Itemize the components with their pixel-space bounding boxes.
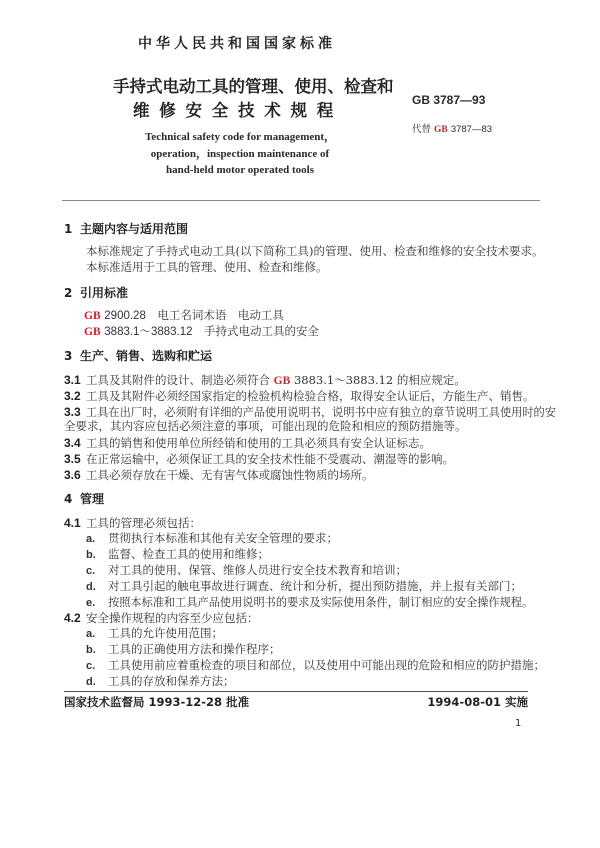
clause-3-5: 3.5 在正常运输中，必须保证工具的安全技术性能不受震动、潮湿等的影响。 — [64, 452, 454, 466]
section-2-heading: 2 引用标准 — [64, 286, 129, 300]
list-item: b. 监督、检查工具的使用和维修； — [86, 547, 269, 561]
title-line1: 手持式电动工具的管理、使用、检查和 — [113, 77, 394, 96]
english-title-3: hand-held motor operated tools — [166, 164, 314, 176]
list-item: e. 按照本标准和工具产品使用说明书的要求及实际使用条件，制订相应的安全操作规程。 — [86, 596, 534, 609]
english-title-2: operation，inspection maintenance of — [150, 148, 330, 160]
approval-note: 国家技术监督局 1993-12-28 批准 — [64, 695, 250, 709]
clause-3-2: 3.2 工具及其附件必须经国家指定的检验机构检验合格，取得安全认证后，方能生产、销售。 — [64, 389, 535, 403]
replaces-label: 代替 — [412, 124, 432, 135]
clause-4-2: 4.2 安全操作规程的内容至少应包括： — [64, 611, 259, 625]
list-item: d. 工具的存放和保养方法； — [86, 674, 235, 688]
replaces-code: 3787—83 — [450, 124, 493, 135]
list-item: d. 对工具引起的触电事故进行调查、统计和分析，提出预防措施，并上报有关部门； — [86, 579, 522, 593]
section-1-p2: 本标准适用于工具的管理、使用、检查和维修。 — [86, 260, 328, 274]
page-number: 1 — [515, 718, 522, 729]
section-3-heading: 3 生产、销售、选购和贮运 — [64, 349, 213, 363]
list-item: c. 对工具的使用、保管、维修人员进行安全技术教育和培训； — [86, 563, 407, 577]
clause-3-3-cont: 全要求，其内容应包括必须注意的事项，可能出现的危险和相应的预防措施等。 — [64, 419, 467, 433]
list-item: a. 工具的允许使用范围； — [86, 626, 223, 640]
list-item: a. 贯彻执行本标准和其他有关安全管理的要求； — [86, 531, 338, 545]
reference-item: GB 2900.28 电工名词术语 电动工具 — [84, 308, 284, 322]
section-1-heading: 1 主题内容与适用范围 — [64, 222, 189, 236]
standard-type: 中华人民共和国国家标准 — [138, 36, 336, 52]
section-1-p1: 本标准规定了手持式电动工具(以下简称工具)的管理、使用、检查和维修的安全技术要求。 — [86, 244, 544, 258]
effective-date: 1994-08-01 实施 — [427, 695, 528, 709]
reference-item: GB 3883.1～3883.12 手持式电动工具的安全 — [84, 324, 320, 338]
clause-4-1: 4.1 工具的管理必须包括： — [64, 516, 201, 530]
english-title-1: Technical safety code for management， — [144, 131, 336, 143]
section-4-heading: 4 管理 — [64, 492, 105, 506]
standard-code: GB 3787—93 — [412, 93, 486, 107]
title-line2: 维 修 安 全 技 术 规 程 — [133, 101, 336, 120]
clause-3-4: 3.4 工具的销售和使用单位所经销和使用的工具必须具有安全认证标志。 — [64, 436, 431, 450]
footer-divider — [64, 691, 528, 692]
clause-3-3: 3.3 工具在出厂时，必须附有详细的产品使用说明书，说明书中应有独立的章节说明工具使用时的安 — [64, 405, 556, 419]
list-item: b. 工具的正确使用方法和操作程序； — [86, 642, 281, 656]
header-divider — [62, 200, 540, 201]
replaces — [412, 125, 492, 136]
clause-3-6: 3.6 工具必须存放在干燥、无有害气体或腐蚀性物质的场所。 — [64, 468, 374, 482]
replaces-prefix: GB — [434, 125, 448, 135]
clause-3-1: 3.1 工具及其附件的设计、制造必须符合 GB 3883.1～3883.12 的相应规定。 — [64, 373, 466, 387]
list-item: c. 工具使用前应着重检查的项目和部位，以及使用中可能出现的危险和相应的防护措施； — [86, 658, 545, 672]
